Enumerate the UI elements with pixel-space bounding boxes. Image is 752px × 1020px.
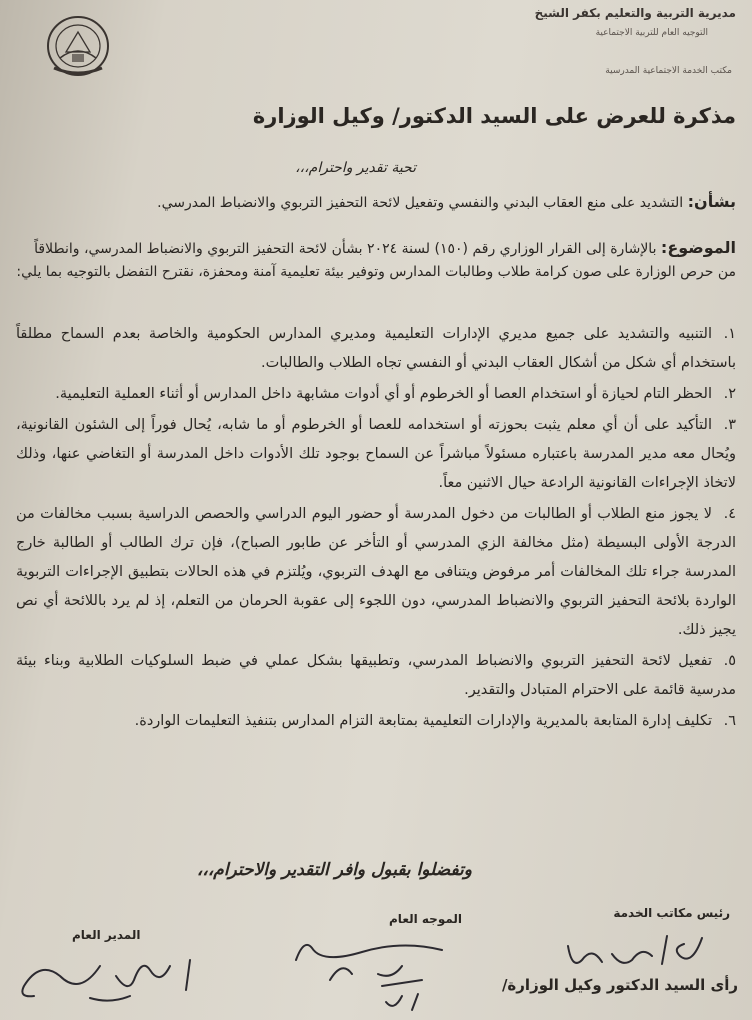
directorate-header: مديرية التربية والتعليم بكفر الشيخ xyxy=(534,6,736,20)
footer-deputy-opinion: رأى السيد الدكتور وكيل الوزارة/ xyxy=(501,976,738,994)
topic-label: الموضوع: xyxy=(660,238,736,257)
item-number: ٣. xyxy=(723,417,736,433)
list-item xyxy=(16,647,736,705)
closing-line: وتفضلوا بقبول وافر التقدير والاحترام،،، xyxy=(196,860,472,880)
list-item xyxy=(16,707,736,736)
item-text: تفعيل لائحة التحفيز التربوي والانضباط المدرسي، وتطبيقها بشكل عملي في ضبط السلوكيات الطلابية وبناء بيئة مدرسية قائمة على الاحترام المتبادل والتقدير. xyxy=(16,653,736,698)
directives-list xyxy=(16,320,736,738)
general-supervisor-label: الموجه العام xyxy=(389,912,462,926)
general-director-label: المدير العام xyxy=(72,928,141,942)
topic-text: بالإشارة إلى القرار الوزاري رقم (١٥٠) لسنة ٢٠٢٤ بشأن لائحة التحفيز التربوي والانضباط المدرسي، وانطلاقاً من حرص الوزارة على صون كرامة طلاب وطالبات المدارس وتوفير بيئة تعليمية آمنة ومحفزة، نقترح التفضل بالتوجيه بما يلي: xyxy=(16,241,736,280)
topic-paragraph xyxy=(16,236,736,284)
general-director-signature xyxy=(10,946,200,1006)
item-number: ٤. xyxy=(723,506,736,522)
list-item xyxy=(16,411,736,498)
list-item xyxy=(16,500,736,645)
item-text: التأكيد على أن أي معلم يثبت بحوزته أو استخدامه للعصا أو الخرطوم أو ما شابه، يُحال فوراً إلى الشئون القانونية، ويُحال معه مدير المدرسة باعتباره مسئولاً مباشراً عن السماح بوجود تلك الأدوات داخل المدرسة أو التغاضي عنها، وذلك لاتخاذ الإجراءات القانونية الرادعة حيال الاثنين معاً. xyxy=(16,417,736,491)
item-text: لا يجوز منع الطلاب أو الطالبات من دخول المدرسة أو حضور اليوم الدراسي والحصص الدراسية بسبب مخالفات من الدرجة الأولى البسيطة (مثل مخالفة الزي المدرسي أو التأخر عن طابور الصباح)، فإن ترك الطالب أو الطالبة خارج المدرسة جراء تلك المخالفات أمر مرفوض ويتنافى مع الهدف التربوي، ويُلتزم في هذه الحالات بتطبيق الإجراءات التربوية الواردة بلائحة التحفيز التربوي والانضباط المدرسي، دون اللجوء إلى عقوبة الحرمان من التعلم، إذ لم يرد باللائحة أي نص يجيز ذلك. xyxy=(16,506,736,638)
service-head-label: رئيس مكاتب الخدمة xyxy=(613,906,730,920)
item-number: ٢. xyxy=(723,386,736,402)
item-text: تكليف إدارة المتابعة بالمديرية والإدارات التعليمية بمتابعة التزام المدارس بتنفيذ التعليمات الواردة. xyxy=(134,713,712,729)
item-text: الحظر التام لحيازة أو استخدام العصا أو الخرطوم أو أي أدوات مشابهة داخل المدارس أو أثناء العملية التعليمية. xyxy=(55,386,712,402)
item-number: ١. xyxy=(723,326,736,342)
subject-label: بشأن: xyxy=(687,192,736,211)
subject-text: التشديد على منع العقاب البدني والنفسي وتفعيل لائحة التحفيز التربوي والانضباط المدرسي. xyxy=(157,195,684,211)
office-header: مكتب الخدمة الاجتماعية المدرسية xyxy=(605,66,732,76)
ministry-seal-icon xyxy=(46,14,110,78)
item-number: ٥. xyxy=(723,653,736,669)
service-head-signature xyxy=(562,926,712,976)
memo-title: مذكرة للعرض على السيد الدكتور/ وكيل الوزارة xyxy=(252,104,736,128)
general-supervisor-signature xyxy=(282,930,452,990)
list-item xyxy=(16,380,736,409)
list-item xyxy=(16,320,736,378)
footer-scribble xyxy=(382,990,422,1014)
item-text: التنبيه والتشديد على جميع مديري الإدارات التعليمية ومديري المدارس الحكومية والخاصة بعدم السماح مطلقاً باستخدام أي شكل من أشكال العقاب البدني أو النفسي تجاه الطلاب والطالبات. xyxy=(16,326,736,371)
guidance-header: التوجيه العام للتربية الاجتماعية xyxy=(595,28,708,38)
greeting: تحية تقدير واحترام،،، xyxy=(295,160,416,176)
subject-line xyxy=(96,190,736,215)
item-number: ٦. xyxy=(723,713,736,729)
